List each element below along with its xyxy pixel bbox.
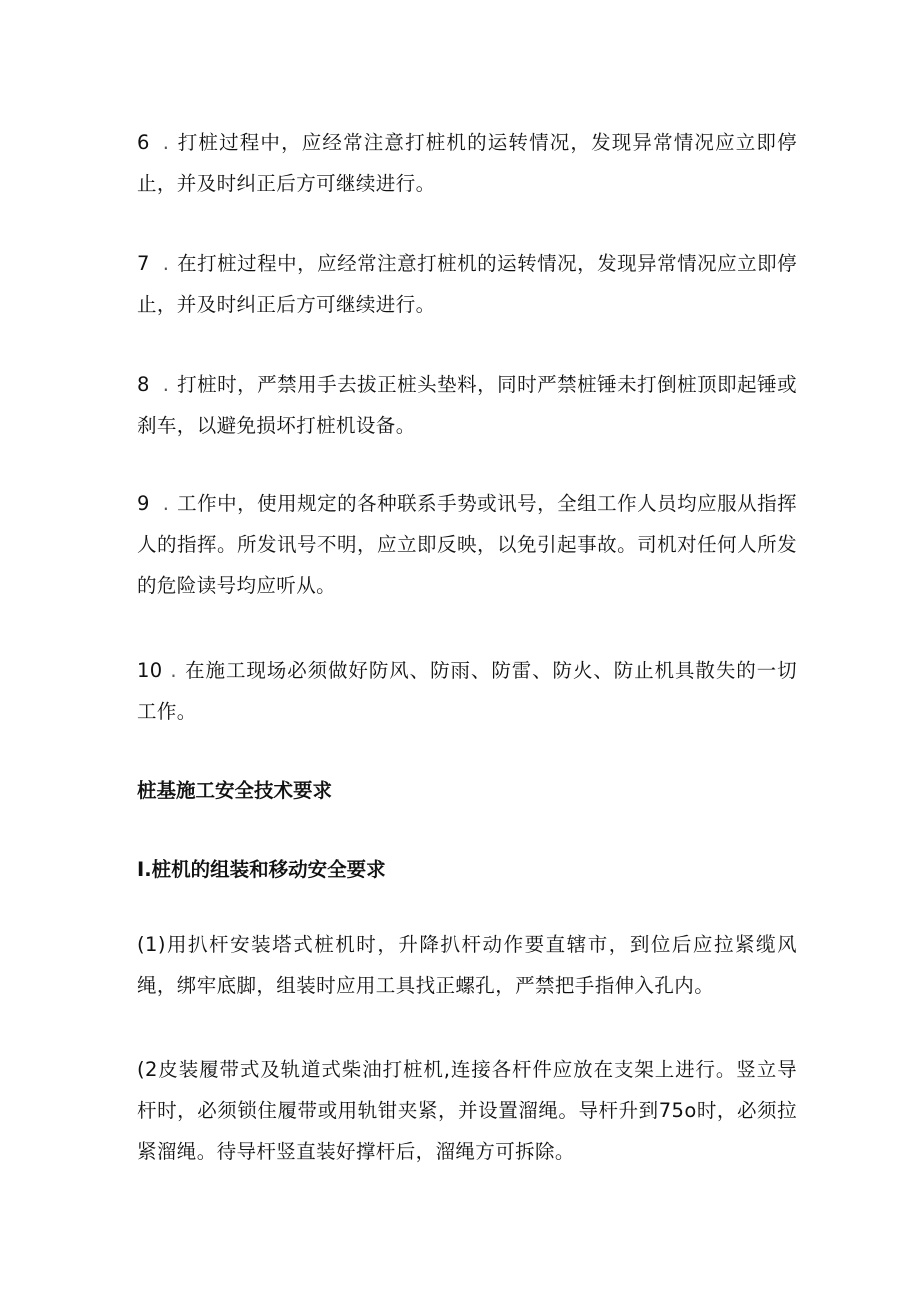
item-separator: . [162,492,170,515]
list-item-6 [137,122,797,204]
item-text: 在施工现场必须做好防风、防雨、防雷、防火、防止机具散失的一切工作。 [137,659,797,723]
item-number: 9 [137,492,150,515]
item-text: 工作中，使用规定的各种联系手势或讯号，全组工作人员均应服从指挥人的指挥。所发讯号不明，应立即反映，以免引起事故。司机对任何人所发的危险读号均应听从。 [137,492,797,597]
item-text: 打桩时，严禁用手去拔正桩头垫料，同时严禁桩锤未打倒桩顶即起锤或刹车，以避免损坏打桩机设备。 [137,373,797,437]
section-heading: 桩基施工安全技术要求 [137,779,333,802]
item-number: 6 [137,131,150,154]
subsection-heading: I.桩机的组装和移动安全要求 [137,858,386,881]
list-item-10 [137,650,797,732]
list-item-9 [137,483,797,606]
item-separator: . [162,131,170,154]
item-number: 8 [137,373,150,396]
item-text: (2皮装履带式及轨道式柴油打桩机,连接各杆件应放在支架上进行。竖立导杆时，必须锁住履带或用轨钳夹紧，并设置溜绳。导杆升到75o时，必须拉紧溜绳。待导杆竖直装好撑杆后，溜绳方可拆除。 [137,1058,797,1163]
list-item-8 [137,364,797,446]
list-item-7 [137,243,797,325]
item-number: 7 [137,252,150,275]
item-text: 打桩过程中，应经常注意打桩机的运转情况，发现异常情况应立即停止，并及时纠正后方可继续进行。 [137,131,797,195]
item-separator: . [162,252,170,275]
item-number: 10 [137,659,163,682]
item-text: 在打桩过程中，应经常注意打桩机的运转情况，发现异常情况应立即停止，并及时纠正后方可继续进行。 [137,252,797,316]
sub-item-2 [137,1049,797,1172]
item-text: (1)用扒杆安装塔式桩机时，升降扒杆动作要直辖市，到位后应拉紧缆风绳，绑牢底脚，组装时应用工具找正螺孔，严禁把手指伸入孔内。 [137,933,797,997]
item-separator: . [162,373,170,396]
sub-item-1 [137,924,797,1006]
item-separator: . [170,659,177,682]
